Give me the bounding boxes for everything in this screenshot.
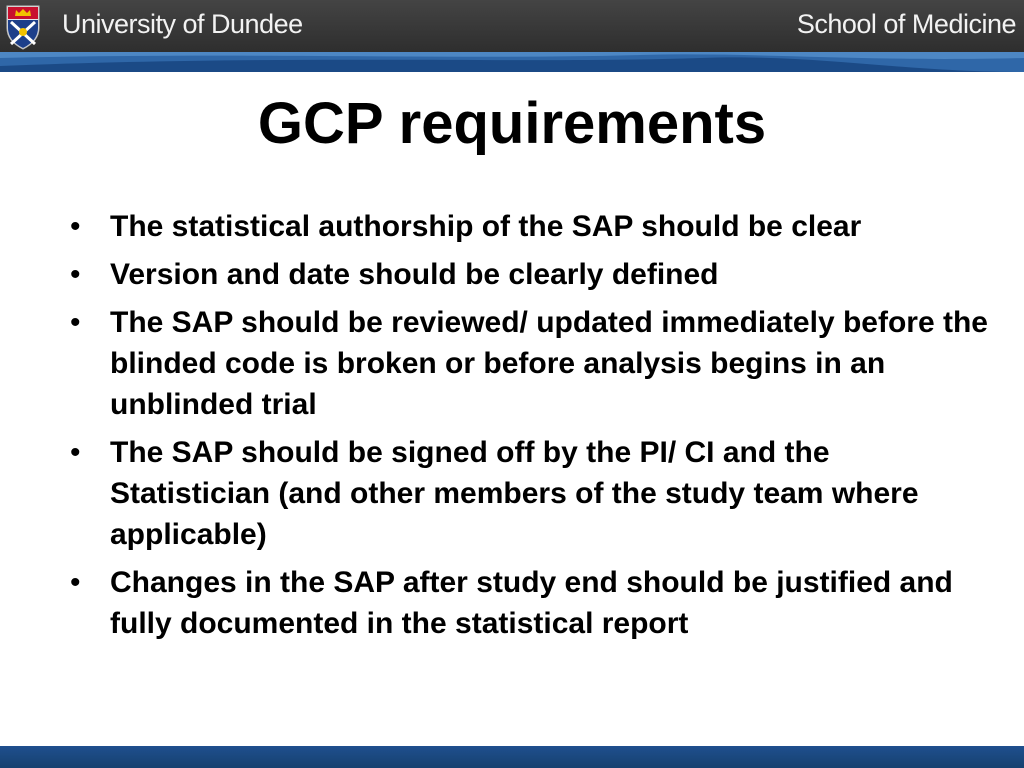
bullet-text: The statistical authorship of the SAP should be clear: [110, 210, 862, 243]
university-name: University of Dundee: [62, 9, 303, 39]
bullet-marker: •: [70, 436, 81, 469]
bullet-marker: •: [70, 258, 81, 291]
bullet-text: Changes in the SAP after study end should be justified and fully documented in the statistical report: [110, 566, 953, 640]
bullet-item: [70, 254, 990, 295]
slide-title: GCP requirements: [257, 91, 767, 156]
bullet-text: Version and date should be clearly defined: [110, 258, 719, 291]
bullet-item: [70, 302, 990, 425]
footer-bar: [0, 746, 1024, 768]
university-crest-icon: [5, 2, 41, 50]
bullet-text: The SAP should be signed off by the PI/ CI and the Statistician (and other members of the study team where applicable): [110, 436, 919, 551]
bullet-marker: •: [70, 566, 81, 599]
bullet-marker: •: [70, 306, 81, 339]
bullet-item: [70, 206, 990, 247]
header-accent-stripe: [0, 52, 1024, 72]
school-name: School of Medicine: [796, 9, 1016, 39]
bullet-text: The SAP should be reviewed/ updated immediately before the blinded code is broken or before analysis begins in an unblinded trial: [110, 306, 988, 421]
bullet-item: [70, 432, 990, 555]
bullet-marker: •: [70, 210, 81, 243]
header-bar: [0, 0, 1024, 52]
bullet-list: [70, 206, 990, 651]
bullet-item: [70, 562, 990, 644]
